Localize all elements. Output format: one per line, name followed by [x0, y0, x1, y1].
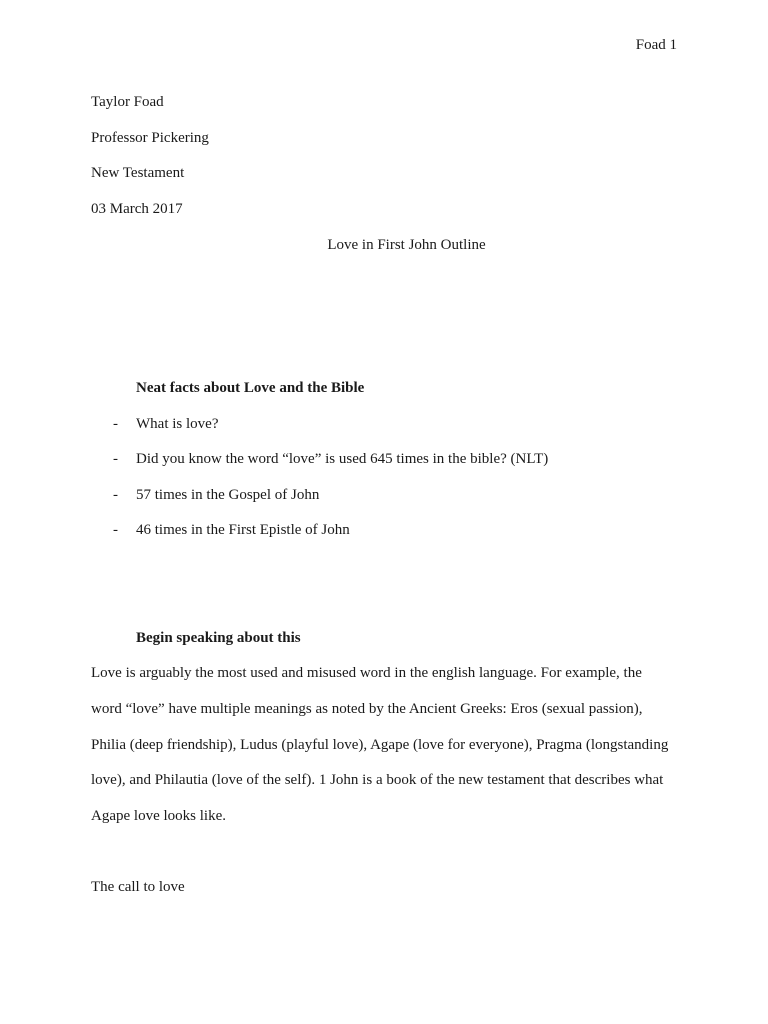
document-title: Love in First John Outline: [327, 237, 486, 253]
section-heading-call-to-love: The call to love: [91, 879, 185, 895]
instructor-name: Professor Pickering: [91, 130, 209, 146]
bullet-text: Did you know the word “love” is used 645 times in the bible? (NLT): [136, 451, 549, 467]
running-head-page-number: Foad 1: [635, 37, 677, 53]
bullet-text: 46 times in the First Epistle of John: [136, 522, 350, 538]
bullet-text: 57 times in the Gospel of John: [136, 487, 320, 503]
section-heading-begin-speaking: Begin speaking about this: [136, 630, 301, 646]
author-name: Taylor Foad: [91, 94, 164, 110]
bullet-text: What is love?: [136, 416, 219, 432]
bullet-marker: -: [113, 416, 118, 432]
paragraph-line: word “love” have multiple meanings as noted by the Ancient Greeks: Eros (sexual passion),: [91, 701, 643, 717]
paragraph-line: Philia (deep friendship), Ludus (playful love), Agape (love for everyone), Pragma (longstanding: [91, 737, 669, 753]
bullet-marker: -: [113, 451, 118, 467]
paragraph-line: Agape love looks like.: [91, 808, 226, 824]
paragraph-line: Love is arguably the most used and misused word in the english language. For example, the: [91, 665, 642, 681]
document-date: 03 March 2017: [91, 201, 183, 217]
section-heading-neat-facts: Neat facts about Love and the Bible: [136, 380, 365, 396]
bullet-marker: -: [113, 487, 118, 503]
paragraph-line: love), and Philautia (love of the self). 1 John is a book of the new testament that describes what: [91, 772, 664, 788]
course-name: New Testament: [91, 165, 185, 181]
bullet-marker: -: [113, 522, 118, 538]
